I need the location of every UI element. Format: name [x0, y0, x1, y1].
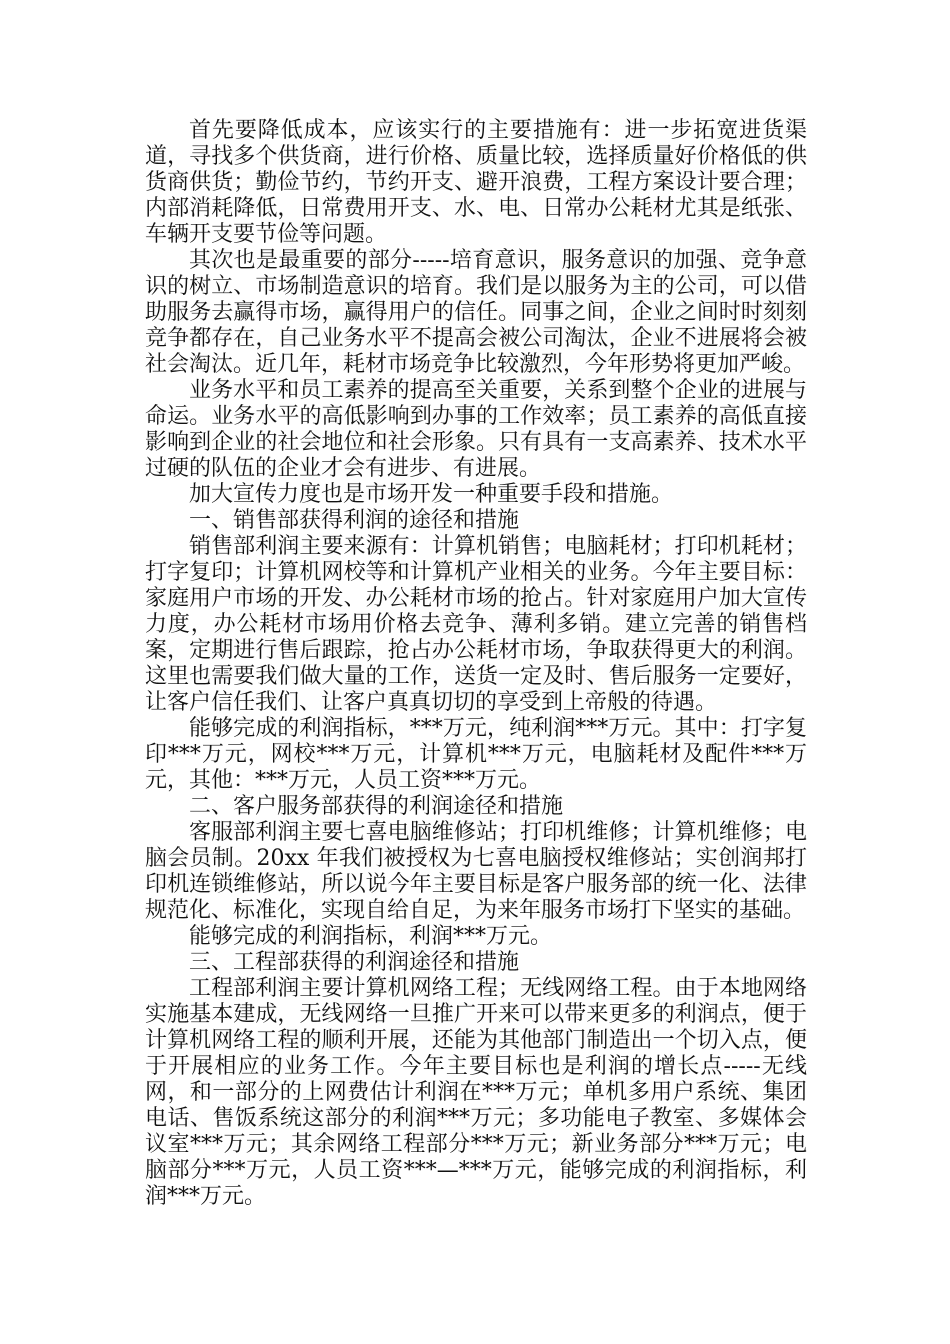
paragraph-publicity: 加大宣传力度也是市场开发一种重要手段和措施。: [189, 482, 674, 507]
section-heading-customer-service: 二、客户服务部获得的利润途径和措施: [189, 794, 564, 819]
paragraph-sales-profit: 销售部利润主要来源有：计算机销售；电脑耗材；打印机耗材；打字复印；计算机网校等和计算机产业相关的业务。今年主要目标：家庭用户市场的开发、办公耗材市场的抢占。针对家庭用户加大宣传力度，办公耗材市场用价格去竞争、薄利多销。建立完善的销售档案，定期进行售后跟踪，抢占办公耗材市场，争取获得更大的利润。这里也需要我们做大量的工作，送货一定及时、售后服务一定要好，让客户信任我们、让客户真真切切的享受到上帝般的待遇。: [145, 534, 807, 715]
section-heading-engineering: 三、工程部获得的利润途径和措施: [189, 950, 520, 975]
paragraph-engineering-profit: 工程部利润主要计算机网络工程；无线网络工程。由于本地网络实施基本建成，无线网络一旦推广开来可以带来更多的利润点，便于计算机网络工程的顺利开展，还能为其他部门制造出一个切入点，便于开展相应的业务工作。今年主要目标也是利润的增长点-----无线网，和一部分的上网费估计利润在***万元；单机多用户系统、集团电话、售饭系统这部分的利润***万元；多功能电子教室、多媒体会议室***万元；其余网络工程部分***万元；新业务部分***万元；电脑部分***万元，人员工资***—***万元，能够完成的利润指标，利润***万元。: [145, 976, 807, 1209]
section-heading-sales: 一、销售部获得利润的途径和措施: [189, 508, 520, 533]
paragraph-staff-quality: 业务水平和员工素养的提高至关重要，关系到整个企业的进展与命运。业务水平的高低影响到办事的工作效率；员工素养的高低直接影响到企业的社会地位和社会形象。只有具有一支高素养、技术水平过硬的队伍的企业才会有进步、有进展。: [145, 378, 807, 481]
paragraph-cost-reduction: 首先要降低成本，应该实行的主要措施有：进一步拓宽进货渠道，寻找多个供货商，进行价格、质量比较，选择质量好价格低的供货商供货；勤俭节约，节约开支、避开浪费，工程方案设计要合理；内部消耗降低，日常费用开支、水、电、日常办公耗材尤其是纸张、车辆开支要节俭等问题。: [145, 118, 807, 247]
paragraph-sales-target: 能够完成的利润指标，***万元，纯利润***万元。其中：打字复印***万元，网校***万元，计算机***万元，电脑耗材及配件***万元，其他：***万元，人员工资***万元。: [145, 716, 807, 793]
paragraph-service-profit: 客服部利润主要七喜电脑维修站；打印机维修；计算机维修；电脑会员制。20xx 年我们被授权为七喜电脑授权维修站；实创润邦打印机连锁维修站，所以说今年主要目标是客户服务部的统一化、法律规范化、标准化，实现自给自足，为来年服务市场打下坚实的基础。: [145, 820, 807, 923]
paragraph-awareness: 其次也是最重要的部分-----培育意识，服务意识的加强、竞争意识的树立、市场制造意识的培育。我们是以服务为主的公司，可以借助服务去赢得市场，赢得用户的信任。同事之间，企业之间时时刻刻竞争都存在，自己业务水平不提高会被公司淘汰，企业不进展将会被社会淘汰。近几年，耗材市场竞争比较激烈，今年形势将更加严峻。: [145, 248, 807, 377]
paragraph-service-target: 能够完成的利润指标，利润***万元。: [189, 924, 553, 949]
document-body: [145, 118, 807, 1210]
